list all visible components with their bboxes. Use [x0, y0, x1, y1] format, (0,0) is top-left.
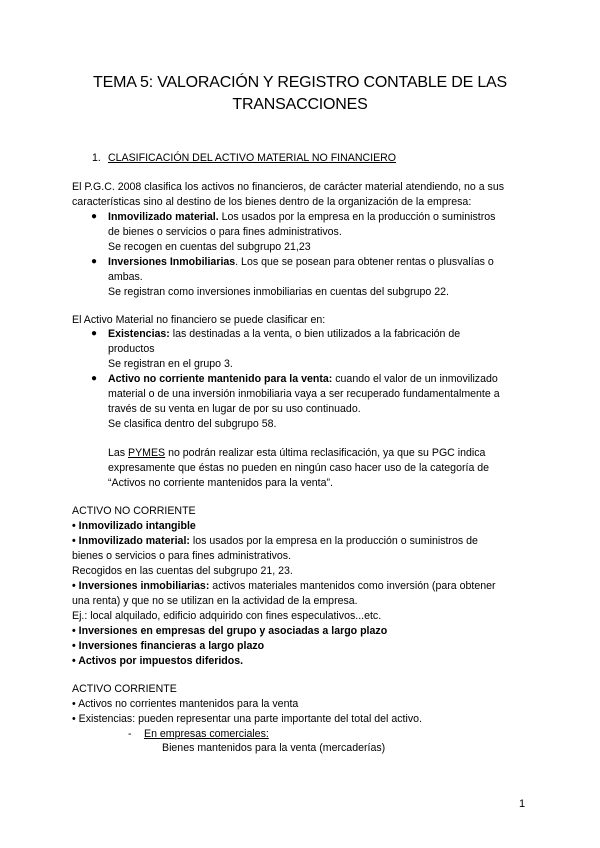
pymes-line-3: “Activos no corriente mantenidos para la venta”.: [108, 477, 333, 489]
pymes-line-2: expresamente que éstas no pueden en ningún caso hacer uso de la categoría de: [108, 462, 490, 474]
list1-item-1-line-1: [108, 210, 495, 225]
anc-item-2-text: los usados por la empresa en la producción o suministros de: [189, 535, 478, 547]
ac-heading: ACTIVO CORRIENTE: [72, 683, 177, 695]
ac-item-1: • Activos no corrientes mantenidos para la venta: [72, 698, 299, 710]
list1-item-1-line-3: Se recogen en cuentas del subgrupo 21,23: [108, 241, 311, 253]
ac-sub-text: Bienes mantenidos para la venta (mercaderías): [162, 742, 386, 754]
section-heading: CLASIFICACIÓN DEL ACTIVO MATERIAL NO FINANCIERO: [108, 152, 397, 164]
list1-item-1-term: Inmovilizado material.: [108, 211, 219, 223]
list2-item-2-line-2: material o de una inversión inmobiliaria vaya a ser recuperado fundamentalmente a: [108, 388, 500, 400]
list1-item-2-line-1: [108, 255, 494, 270]
list2-item-2-text: cuando el valor de un inmovilizado: [332, 373, 498, 385]
title-line-1: TEMA 5: VALORACIÓN Y REGISTRO CONTABLE DE LAS: [93, 74, 507, 91]
title-line-2: TRANSACCIONES: [232, 96, 368, 113]
bullet-icon: ●: [91, 211, 98, 222]
anc-item-3-text: activos materiales mantenidos como inversión (para obtener: [209, 580, 496, 592]
anc-item-2-line-2: bienes o servicios o para fines administrativos.: [72, 550, 292, 562]
ac-item-2: • Existencias: pueden representar una parte importante del total del activo.: [72, 713, 422, 725]
ac-dash: -: [128, 728, 132, 740]
intro-line-1: El P.G.C. 2008 clasifica los activos no financieros, de carácter material atendiendo, no a sus: [72, 181, 505, 193]
anc-item-3-line-1: [72, 579, 496, 594]
anc-item-3-line-2: una renta) y que no se utilizan en la actividad de la empresa.: [72, 595, 358, 607]
pymes-link[interactable]: PYMES: [128, 447, 166, 459]
section-number: 1.: [92, 152, 101, 164]
list1-item-1-text: Los usados por la empresa en la producción o suministros: [218, 211, 496, 223]
anc-item-3-line-3: Ej.: local alquilado, edificio adquirido con fines especulativos...etc.: [72, 610, 382, 622]
anc-item-1: • Inmovilizado intangible: [72, 520, 196, 532]
list1-item-2-term: Inversiones Inmobiliarias: [108, 256, 236, 268]
list2-item-1-line-3: Se registran en el grupo 3.: [108, 358, 233, 370]
list1-item-2-text: . Los que se posean para obtener rentas o plusvalías o: [235, 256, 494, 268]
bullet-icon: ●: [91, 373, 98, 384]
bullet-icon: ●: [91, 328, 98, 339]
list1-item-2-line-2: ambas.: [108, 271, 143, 283]
list2-item-2-line-4: Se clasifica dentro del subgrupo 58.: [108, 418, 277, 430]
list2-item-1-line-1: [108, 327, 460, 342]
anc-item-2-line-3: Recogidos en las cuentas del subgrupo 21, 23.: [72, 565, 293, 577]
intro-line-2: características sino al destino de los bienes dentro de la organización de la empresa:: [72, 196, 472, 208]
anc-item-2-term: • Inmovilizado material:: [72, 535, 190, 547]
list1-item-2-line-3: Se registran como inversiones inmobiliarias en cuentas del subgrupo 22.: [108, 286, 449, 298]
ac-sub-heading: En empresas comerciales:: [144, 728, 269, 740]
list2-item-2-line-1: [108, 372, 498, 387]
anc-item-6: • Activos por impuestos diferidos.: [72, 655, 244, 667]
anc-item-5: • Inversiones financieras a largo plazo: [72, 640, 265, 652]
page-number: 1: [519, 798, 526, 810]
pymes-line-1: [108, 446, 485, 461]
bullet-icon: ●: [91, 256, 98, 267]
document-title: [60, 72, 540, 116]
anc-item-2-line-1: [72, 534, 478, 549]
list2-item-2-line-3: través de su venta en lugar de por su uso continuado.: [108, 403, 361, 415]
anc-heading: ACTIVO NO CORRIENTE: [72, 505, 196, 517]
pymes-post: no podrán realizar esta última reclasificación, ya que su PGC indica: [165, 447, 486, 459]
list1-item-1-line-2: de bienes o servicios o para fines administrativos.: [108, 226, 342, 238]
list2-item-2-term: Activo no corriente mantenido para la venta:: [108, 373, 333, 385]
pymes-pre: Las: [108, 447, 129, 459]
anc-item-4: • Inversiones en empresas del grupo y asociadas a largo plazo: [72, 625, 388, 637]
list2-item-1-line-2: productos: [108, 343, 155, 355]
anc-item-3-term: • Inversiones inmobiliarias:: [72, 580, 210, 592]
intro2: El Activo Material no financiero se puede clasificar en:: [72, 314, 326, 326]
list2-item-1-text: las destinadas a la venta, o bien utilizados a la fabricación de: [169, 328, 461, 340]
list2-item-1-term: Existencias:: [108, 328, 170, 340]
